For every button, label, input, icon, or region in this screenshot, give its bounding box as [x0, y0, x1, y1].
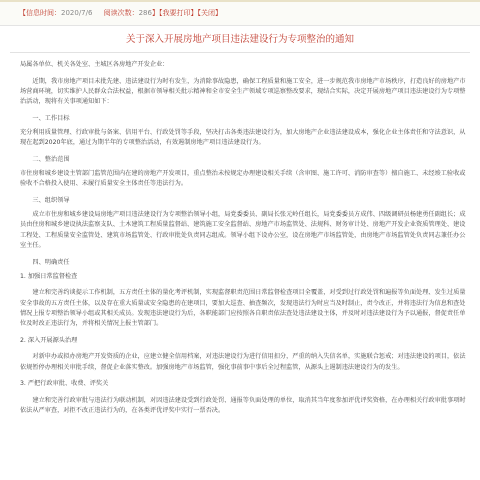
body-paragraph: 3. 严把行政审批、收费、评奖关 [20, 380, 109, 388]
print-link[interactable]: 【我要打印】 [158, 9, 198, 17]
body-paragraph: 充分利用质量管理、行政审批与备案、信用平台、行政处罚等手段，坚决打击各类违法建设行为，加大房地产企业违法建设成本，强化企业主体责任和守法意识，从现在起到2020年底，通过为期半年的专项整治活动，有效遏制房地产项目违法建设行为。 [20, 129, 466, 147]
section-heading: 四、明确责任 [32, 258, 70, 266]
body-paragraph: 市住房和城乡建设主管部门监管范围内在建的房地产开发项目，重点整治未按规定办理建设相关手续（含审图、施工许可、消防审查等）擅自施工、未经竣工验收或验收不合格投入使用、未履行质量安全主体责任等违法行为。 [20, 170, 466, 188]
article-title: 关于深入开展房地产项目违法建设行为专项整治的通知 [125, 34, 354, 45]
body-paragraph: 建立和完善约谈提示工作机制，五方责任主体的量化考评机制，实现监督职责范围日常监督检查项目全覆盖，对受到过行政处罚和遍报等负面处理、发生过质量安全事故的五方责任主体，以及存在重大质量或安全隐患的在建项目，要加大巡查、抽查频次，发现违法行为时应当及时制止，责令改正，并将违法行为信息和查处情况上报专项整治领导小组或其相关成员。发现违法建设行为后，各职能部门应按照各自职责依法查处违法建设主体，并及时对违法建设行为予以通报，督促责任单位及时改正违法行为，并将相关情况上报主管部门。 [20, 289, 466, 328]
view-count-value: 286 [138, 9, 152, 17]
body-paragraph: 成立市住房和城乡建设局房地产项目违法建设行为专项整治领导小组，局党委委员、副局长张元岭任组长，局党委委员方成伟、四级调研员杨建勇任副组长；成员由住房和城乡建设执法监察支队、土木建筑工程质量监督站、建筑施工安全监督站、房地产市场监管处、法规科、财务审计处、房地产开发企业资质管理处、建设工程处、工程质量安全监管处、建筑市场监管处、行政审批处负责同志组成。领导小组下设办公室，设在房地产市场监管处，由房地产市场监管处负责同志兼任办公室主任。 [20, 211, 466, 249]
section-heading: 二、整治范围 [32, 155, 70, 163]
view-count-label: 阅读次数： [103, 9, 139, 17]
info-time-label: 【信息时间： [19, 9, 61, 17]
title-divider [10, 52, 470, 53]
section-heading: 三、组织领导 [32, 197, 70, 205]
body-paragraph: 建立和完善行政审批与违法行为联动机制，对因违法建设受到行政处罚、通报等负面处理的单位，取消其当年度参加评优评奖资格，在办理相关行政审批事项时依法从严审查，对拒不改正违法行为的，在各类评优评奖中实行一票否决。 [20, 397, 466, 415]
section-heading: 一、工作目标 [32, 114, 70, 122]
body-paragraph: 局属各单位、机关各处室、主城区各房地产开发企业： [20, 61, 169, 68]
body-paragraph: 近期，我市房地产项目未批先建、违法建设行为时有发生，为消除事故隐患，确保工程质量和施工安全，进一步规范我市房地产市场秩序，打造良好的房地产市场营商环境，切实维护人民群众合法权益，根据市领导相关批示精神和全市安全生产领域专项巡察整改要求，现结合实际，决定开展房地产项目违法建设行为专项整治活动，现将有关事项通知如下： [20, 77, 466, 106]
meta-close-bracket: 】 [151, 9, 159, 17]
info-time-value: 2020/7/6 [61, 9, 93, 17]
article-body [20, 60, 468, 423]
close-link[interactable]: 【关闭】 [197, 9, 222, 17]
body-paragraph: 2. 深入开展源头治理 [20, 336, 78, 344]
article-meta-bar [0, 0, 480, 26]
body-paragraph: 对新申办或拟办房地产开发资质的企业，应建立健全信用档案，对违法建设行为进行信用扣分，严重的纳入失信名单，实施联合惩戒；对违法建设的项目，依法依规暂停办理相关审批手续，督促企业落实整改。加强房地产市场监管，强化事前事中事后全过程监管，从源头上遏制违法建设行为的发生。 [20, 353, 466, 371]
body-paragraph: 1. 加强日常监督检查 [20, 272, 78, 280]
